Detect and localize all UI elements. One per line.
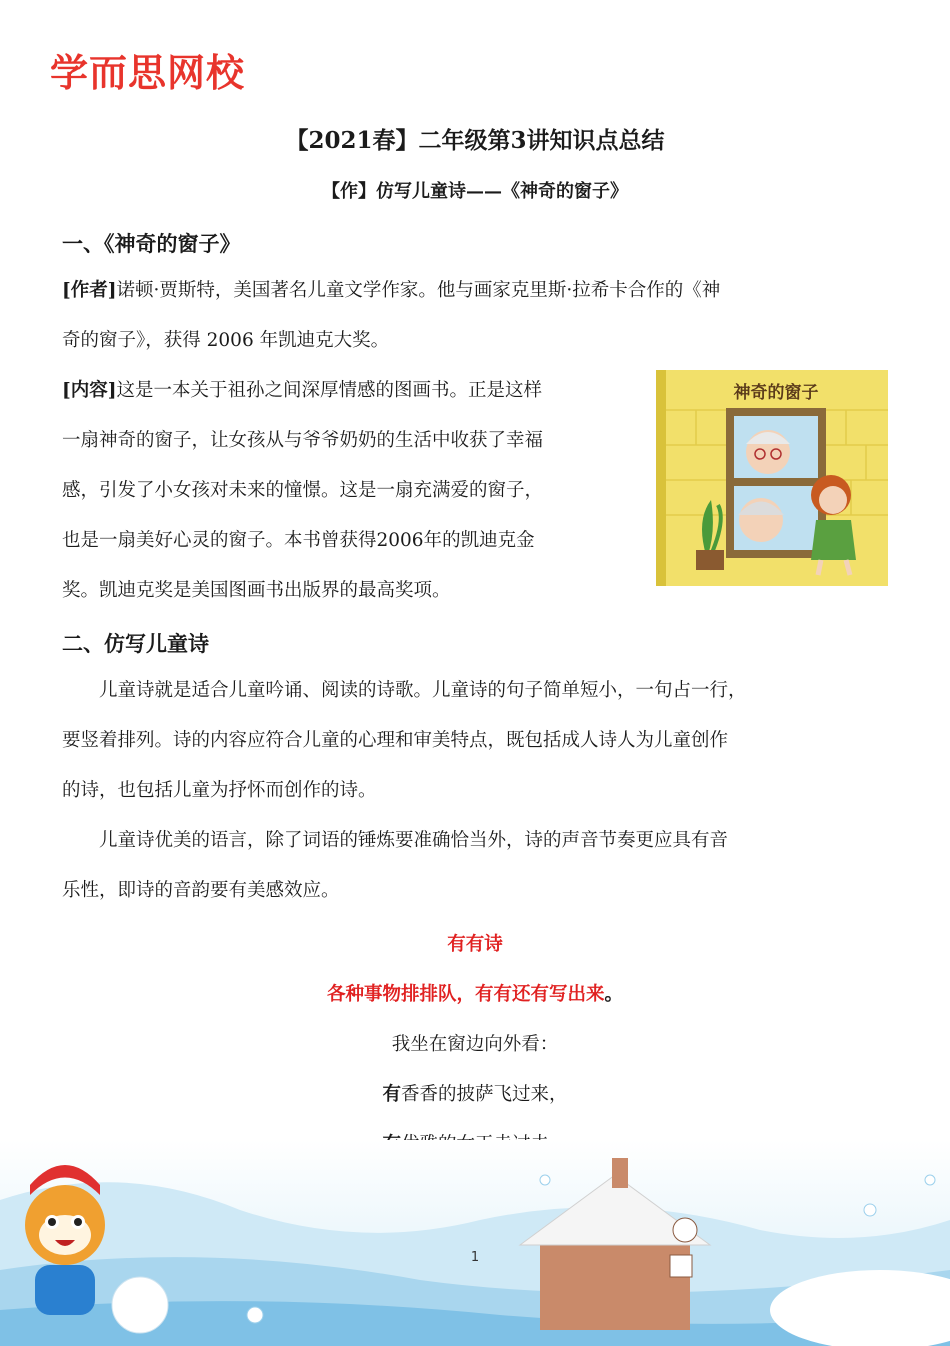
content-line-2: 一扇神奇的窗子，让女孩从与爷爷奶奶的生活中收获了幸福 [62, 430, 544, 451]
section1-heading: 一、《神奇的窗子》 [62, 231, 241, 256]
poem-line-2-rest: 香香的披萨飞过来， [401, 1084, 568, 1105]
poem-line-2 [0, 1080, 950, 1106]
author-paragraph [62, 266, 892, 366]
author-line-2: 奇的窗子》，获得 2006 年凯迪克大奖。 [62, 330, 390, 351]
page-title: 【2021春】二年级第3讲知识点总结 [285, 127, 665, 154]
s2-p2-line-2: 乐性，即诗的音韵要有美感效应。 [62, 880, 340, 901]
s2-p1-line-2: 要竖着排列。诗的内容应符合儿童的心理和审美特点，既包括成人诗人为儿童创作 [62, 730, 729, 751]
school-logo: 学而思网校 [50, 51, 246, 95]
poem-rule-text: 各种事物排排队，有有还有写出来 [326, 984, 605, 1005]
content-line-5: 奖。凯迪克奖是美国图画书出版界的最高奖项。 [62, 580, 451, 601]
content-line-4: 也是一扇美好心灵的窗子。本书曾获得2006年的凯迪克金 [62, 530, 535, 551]
poem-rule [0, 980, 950, 1006]
poem-title: 有有诗 [447, 934, 503, 955]
page-subtitle: 【作】仿写儿童诗——《神奇的窗子》 [322, 181, 628, 202]
content-label: [内容] [62, 380, 117, 401]
section2-paragraph-2 [62, 816, 892, 916]
author-label: [作者] [62, 280, 117, 301]
book-cover-image [656, 370, 888, 586]
poem-line-2-bold: 有 [382, 1084, 401, 1105]
content-paragraph [62, 366, 652, 616]
content-line-1: 这是一本关于祖孙之间深厚情感的图画书。正是这样 [116, 380, 543, 401]
content-line-3: 感，引发了小女孩对未来的憧憬。这是一扇充满爱的窗子， [62, 480, 544, 501]
poem-rule-end: 。 [604, 984, 624, 1005]
book-cover-title: 神奇的窗子 [733, 383, 819, 403]
page-number: 1 [470, 1250, 480, 1265]
poem-line-1: 我坐在窗边向外看： [391, 1034, 559, 1055]
section2-paragraph-1 [62, 666, 892, 816]
s2-p1-line-3: 的诗，也包括儿童为抒怀而创作的诗。 [62, 780, 377, 801]
footer-winter-scene [0, 1140, 950, 1346]
author-line-1: 诺顿·贾斯特，美国著名儿童文学作家。他与画家克里斯·拉希卡合作的《神 [116, 280, 721, 301]
s2-p2-line-1: 儿童诗优美的语言，除了词语的锤炼要准确恰当外，诗的声音节奏更应具有音 [99, 830, 729, 851]
s2-p1-line-1: 儿童诗就是适合儿童吟诵、阅读的诗歌。儿童诗的句子简单短小，一句占一行， [99, 680, 747, 701]
section2-heading: 二、仿写儿童诗 [62, 631, 209, 656]
